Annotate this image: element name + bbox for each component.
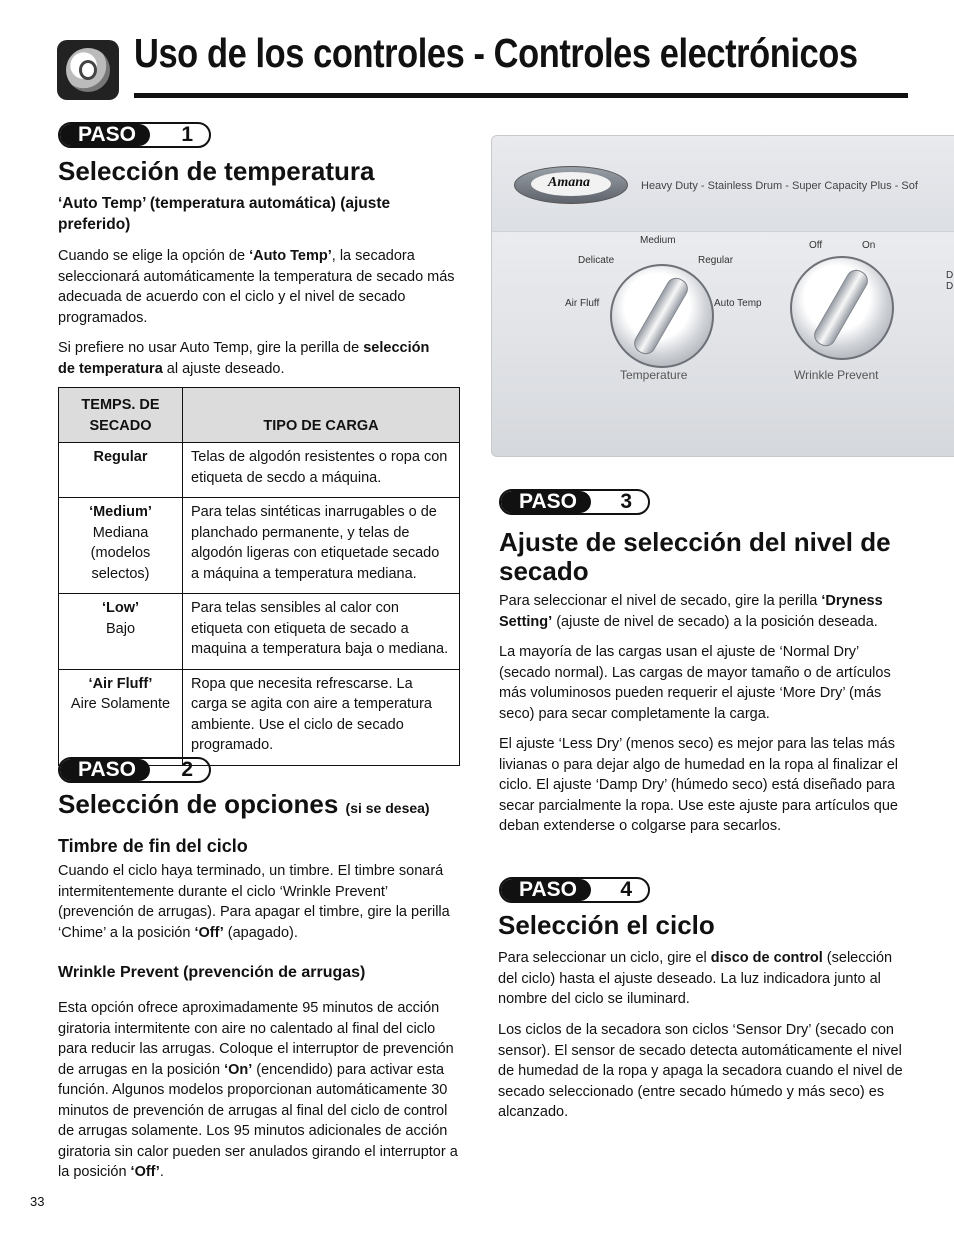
chime-paragraph: Cuando el ciclo haya terminado, un timbre. El timbre sonará intermitentemente durante el ciclo ‘Wrinkle Prevent’ (prevención de arrugas). Para apagar el timbre, gire la perilla ‘Chime’ a la posición ‘Off’ (apagado). <box>58 863 450 941</box>
panel-tagline: Heavy Duty - Stainless Drum - Super Capacity Plus - Sof <box>641 180 918 192</box>
step1-heading: Selección de temperatura <box>58 156 375 186</box>
title-rule <box>134 93 908 98</box>
table-header-temps: TEMPS. DE SECADO <box>59 388 183 443</box>
chime-heading: Timbre de fin del ciclo <box>58 836 248 856</box>
control-panel-image: Amana Heavy Duty - Stainless Drum - Super Capacity Plus - Sof Medium Delicate Regular Air Fluff Auto Temp Temperature Off On Wrinkle Prevent D D <box>491 135 954 457</box>
step1-paragraph-2: Si prefiere no usar Auto Temp, gire la perilla de selección de temperatura al ajuste deseado. <box>58 340 430 377</box>
step3-paragraph-3: El ajuste ‘Less Dry’ (menos seco) es mejor para las telas más livianas o para dejar algo de humedad en la ropa al finalizar el ciclo. El ajuste ‘Damp Dry’ (húmedo seco) está diseñado para secar parcialmente la ropa. Use este ajuste para artículos que deban extenderse o colgarse para secarlos. <box>499 736 899 834</box>
wrinkle-caption: Wrinkle Prevent <box>794 368 879 382</box>
paso-4-badge <box>499 877 650 903</box>
table-row: ‘Air Fluff’ Aire Solamente Ropa que necesita refrescarse. La carga se agita con aire a temperatura ambiente. Use el ciclo de secado programado. <box>59 669 460 765</box>
temperature-knob <box>610 264 714 368</box>
page-number: 33 <box>30 1194 45 1209</box>
page-title: Uso de los controles - Controles electrónicos <box>134 30 858 76</box>
paso-3-badge <box>499 489 650 515</box>
paso-number: 4 <box>620 878 632 901</box>
dryer-knob-icon <box>57 40 119 100</box>
paso-label: PASO <box>60 759 150 781</box>
step1-subheading: ‘Auto Temp’ (temperatura automática) (ajuste preferido) <box>58 195 391 233</box>
step3-paragraph-1: Para seleccionar el nivel de secado, gire la perilla ‘Dryness Setting’ (ajuste de nivel de secado) a la posición deseada. <box>499 593 883 630</box>
paso-number: 1 <box>181 123 193 146</box>
table-row: ‘Low’ Bajo Para telas sensibles al calor con etiqueta con etiqueta de secado a maquina a temperatura baja o mediana. <box>59 594 460 670</box>
wrinkle-prevent-knob <box>790 256 894 360</box>
panel-edge-text: D D <box>946 270 954 292</box>
step4-paragraph-1: Para seleccionar un ciclo, gire el disco de control (selección del ciclo) hasta el ajuste deseado. La luz indicadora junto al nombre del ciclo se iluminard. <box>498 950 893 1007</box>
wrinkle-heading: Wrinkle Prevent (prevención de arrugas) <box>58 964 366 981</box>
paso-number: 2 <box>181 758 193 781</box>
paso-label: PASO <box>60 124 150 146</box>
step4-paragraph-2: Los ciclos de la secadora son ciclos ‘Sensor Dry’ (secado con sensor). El sensor de secado detecta automáticamente el nivel de humedad de la ropa y apaga la secadora cuando el nivel de secado seleccionado (entre secado húmedo y más seco) es alcanzado. <box>498 1022 903 1120</box>
step3-heading: Ajuste de selección del nivel de secado <box>499 527 891 586</box>
step4-heading: Selección el ciclo <box>498 910 715 940</box>
wrinkle-paragraph: Esta opción ofrece aproximadamente 95 minutos de acción giratoria intermitente con aire no calentado al final del ciclo para reducir las arrugas. Coloque el interruptor de prevención de arrugas en la posición ‘On’ (encendido) para activar esta función. Algunos modelos proporcionan automáticamente 30 minutos de prevención de arrugas al final del ciclo de control de arrugas solamente. Los 95 minutos adicionales de acción giratoria sin calor pueden ser anulados girando el interruptor a la posición ‘Off’. <box>58 1000 458 1180</box>
temperature-caption: Temperature <box>620 368 688 382</box>
paso-1-badge <box>58 122 211 148</box>
table-row: Regular Telas de algodón resistentes o ropa con etiqueta de secdo a máquina. <box>59 443 460 498</box>
paso-number: 3 <box>620 490 632 513</box>
amana-logo: Amana <box>514 166 628 204</box>
paso-label: PASO <box>501 879 591 901</box>
temperature-table <box>58 387 460 766</box>
step1-paragraph-1: Cuando se elige la opción de ‘Auto Temp’, la secadora seleccionará automáticamente la temperatura de secado más adecuada de acuerdo con el ciclo y el nivel de secado programados. <box>58 248 455 326</box>
table-header-tipo: TIPO DE CARGA <box>183 388 460 443</box>
table-row: ‘Medium’ Mediana (modelos selectos) Para telas sintéticas inarrugables o de planchado permanente, y telas de algodón ligeras con etiquetade secado a máquina a temperatura mediana. <box>59 498 460 594</box>
step3-paragraph-2: La mayoría de las cargas usan el ajuste de ‘Normal Dry’ (secado normal). Las cargas de mayor tamaño o de artículos más voluminosos pueden requerir el ajuste ‘More Dry’ (más seco) para secar completamente la carga. <box>499 644 891 722</box>
paso-2-badge <box>58 757 211 783</box>
step2-heading: Selección de opciones (si se desea) <box>58 789 430 819</box>
paso-label: PASO <box>501 491 591 513</box>
